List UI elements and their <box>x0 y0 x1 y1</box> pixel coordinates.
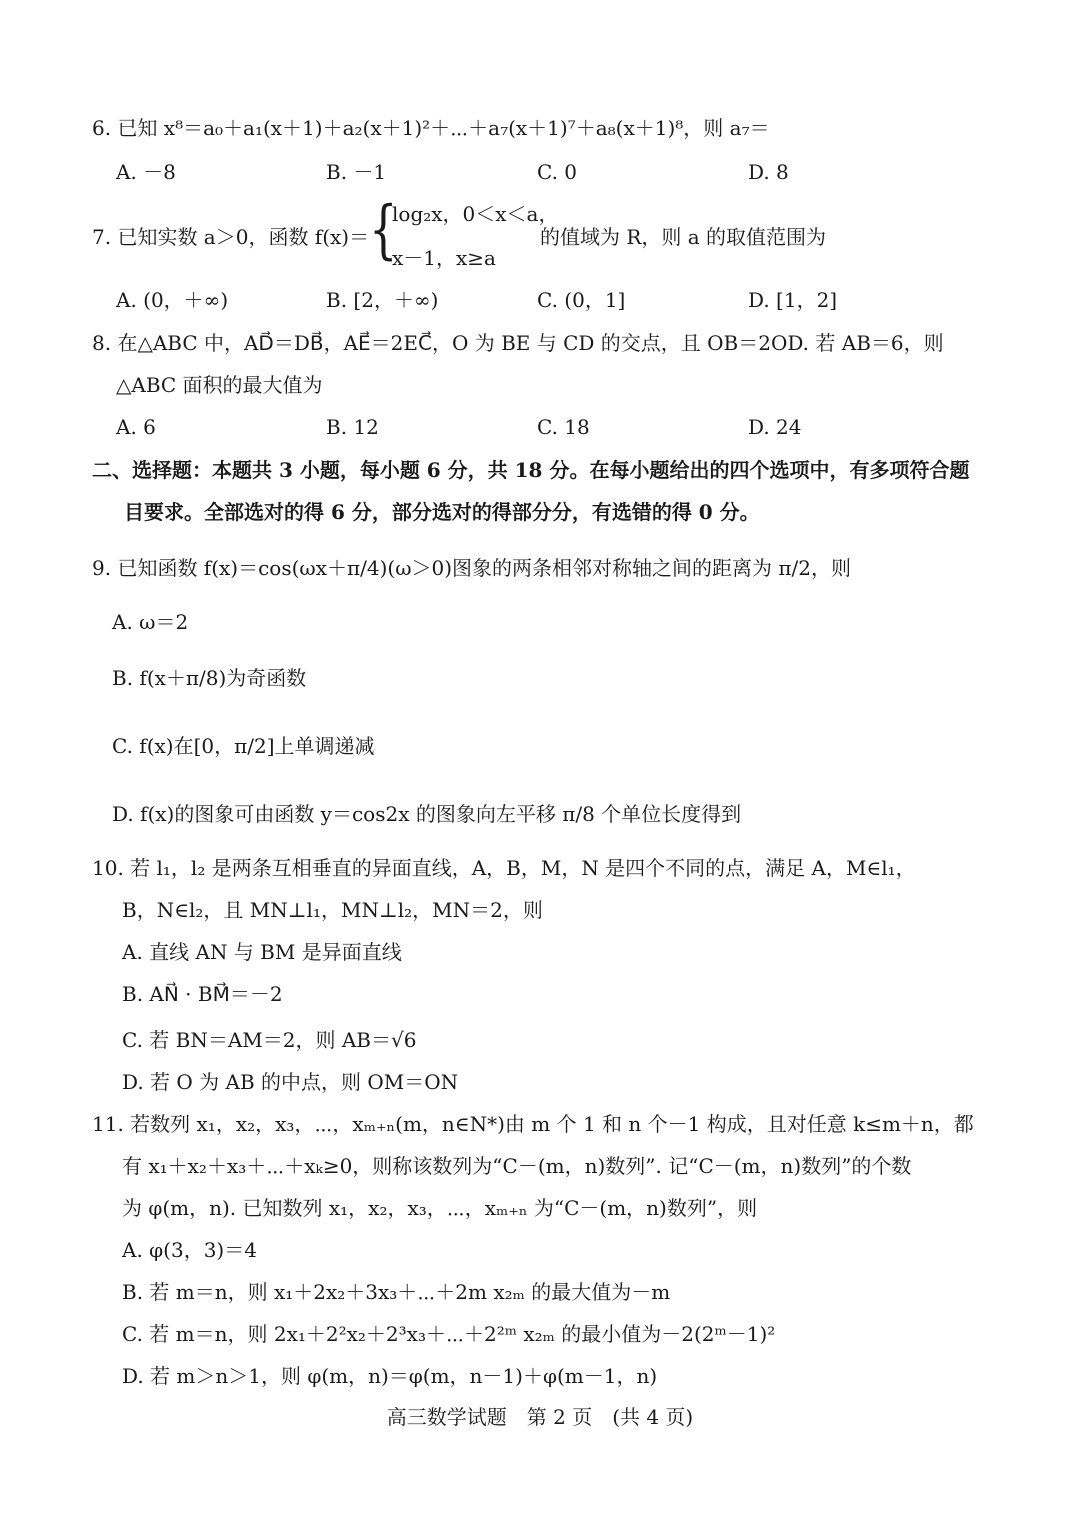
q7-piece-1: log₂x，0＜x＜a， <box>392 202 559 226</box>
q6-option-d: D. 8 <box>748 160 789 184</box>
section2-heading-line2: 目要求。全部选对的得 6 分，部分选对的得部分分，有选错的得 0 分。 <box>124 500 760 524</box>
q8-options <box>0 412 1080 442</box>
q6-option-b: B. －1 <box>326 160 387 184</box>
q11-option-d: D. 若 m＞n＞1，则 φ(m，n)＝φ(m，n－1)＋φ(m－1，n) <box>122 1364 658 1388</box>
q7-option-c: C. (0，1] <box>537 288 626 312</box>
q11-option-b: B. 若 m＝n，则 x₁＋2x₂＋3x₃＋⋯＋2m x₂ₘ 的最大值为－m <box>122 1280 671 1304</box>
q10-option-a: A. 直线 AN 与 BM 是异面直线 <box>122 940 402 964</box>
piecewise-brace: { <box>369 193 398 267</box>
page-footer: 高三数学试题 第 2 页 (共 4 页) <box>386 1405 694 1429</box>
q8-stem-line1: 8. 在△ABC 中，AD⃗＝DB⃗，AE⃗＝2EC⃗，O 为 BE 与 CD 的交点，且 OB＝2OD. 若 AB＝6，则 <box>92 331 944 355</box>
q8-option-c: C. 18 <box>537 415 590 439</box>
q7-stem-left: 7. 已知实数 a＞0，函数 f(x)＝ <box>92 225 370 249</box>
q10-option-b: B. AN⃗ · BM⃗＝－2 <box>122 982 283 1006</box>
q11-stem-line1: 11. 若数列 x₁，x₂，x₃，⋯，xₘ₊ₙ(m，n∈N*)由 m 个 1 和 n 个－1 构成，且对任意 k≤m＋n，都 <box>92 1112 974 1136</box>
q6-options <box>0 157 1080 187</box>
q9-option-d: D. f(x)的图象可由函数 y＝cos2x 的图象向左平移 π/8 个单位长度得到 <box>112 802 742 826</box>
q10-option-d: D. 若 O 为 AB 的中点，则 OM＝ON <box>122 1070 459 1094</box>
q7-option-a: A. (0，＋∞) <box>116 288 229 312</box>
q10-option-c: C. 若 BN＝AM＝2，则 AB＝√6 <box>122 1028 417 1052</box>
q8-option-a: A. 6 <box>116 415 156 439</box>
q9-option-b: B. f(x＋π/8)为奇函数 <box>112 666 307 690</box>
q9-option-c: C. f(x)在[0，π/2]上单调递减 <box>112 734 375 758</box>
q6-stem: 6. 已知 x⁸＝a₀＋a₁(x＋1)＋a₂(x＋1)²＋⋯＋a₇(x＋1)⁷＋a₈(x＋1)⁸，则 a₇＝ <box>92 116 770 140</box>
q6-option-a: A. －8 <box>116 160 176 184</box>
q11-stem-line3: 为 φ(m，n). 已知数列 x₁，x₂，x₃，⋯，xₘ₊ₙ 为“C－(m，n)数列”，则 <box>122 1196 758 1220</box>
q10-stem-line2: B，N∈l₂，且 MN⊥l₁，MN⊥l₂，MN＝2，则 <box>122 898 543 922</box>
q6-option-c: C. 0 <box>537 160 578 184</box>
section2-heading-line1: 二、选择题：本题共 3 小题，每小题 6 分，共 18 分。在每小题给出的四个选项中，有多项符合题 <box>92 458 970 482</box>
q7-option-b: B. [2，＋∞) <box>326 288 439 312</box>
q11-option-a: A. φ(3，3)＝4 <box>122 1238 257 1262</box>
q7-stem-right: 的值域为 R，则 a 的取值范围为 <box>540 225 827 249</box>
q9-option-a: A. ω＝2 <box>112 610 189 634</box>
q8-option-b: B. 12 <box>326 415 379 439</box>
q8-stem-line2: △ABC 面积的最大值为 <box>116 373 323 397</box>
q11-option-c: C. 若 m＝n，则 2x₁＋2²x₂＋2³x₃＋⋯＋2²ᵐ x₂ₘ 的最小值为－2(2ᵐ－1)² <box>122 1322 776 1346</box>
q7-options <box>0 285 1080 315</box>
q7-piece-2: x－1，x≥a <box>392 246 496 270</box>
q7-option-d: D. [1，2] <box>748 288 838 312</box>
q8-option-d: D. 24 <box>748 415 802 439</box>
q10-stem-line1: 10. 若 l₁，l₂ 是两条互相垂直的异面直线，A，B，M，N 是四个不同的点，满足 A，M∈l₁， <box>92 856 916 880</box>
q11-stem-line2: 有 x₁＋x₂＋x₃＋⋯＋xₖ≥0，则称该数列为“C－(m，n)数列”. 记“C－(m，n)数列”的个数 <box>122 1154 912 1178</box>
q9-stem: 9. 已知函数 f(x)＝cos(ωx＋π/4)(ω＞0)图象的两条相邻对称轴之间的距离为 π/2，则 <box>92 556 851 580</box>
